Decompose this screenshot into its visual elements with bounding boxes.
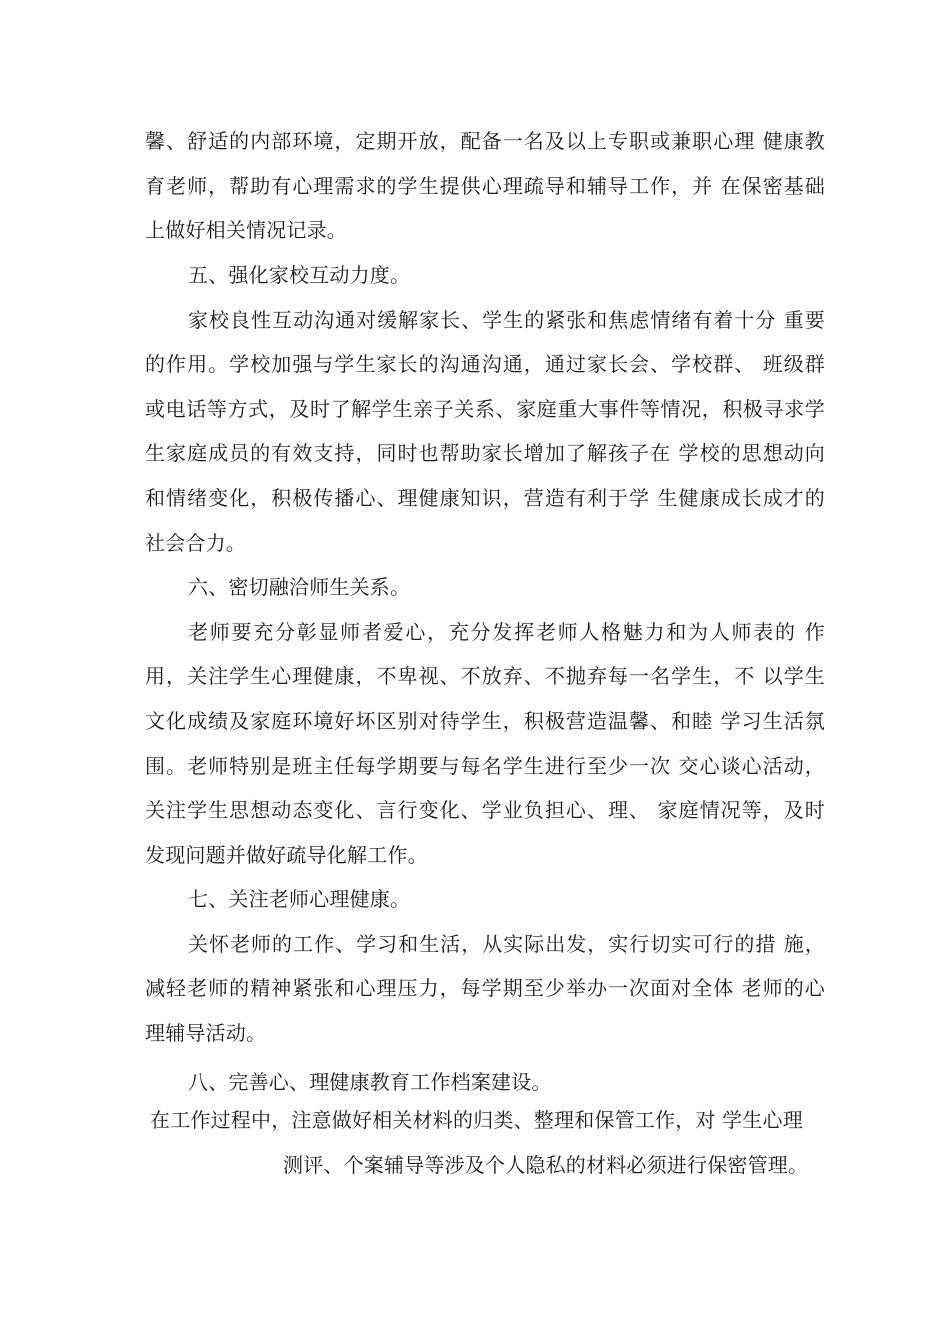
- section-heading-8: 八、完善心、理健康教育工作档案建设。: [188, 1070, 552, 1094]
- section-heading-7: 七、关注老师心理健康。: [188, 887, 411, 911]
- paragraph-line: 上做好相关情况记录。: [145, 218, 347, 242]
- paragraph-line: 生家庭成员的有效支持，同时也帮助家长增加了解孩子在 学校的思想动向: [145, 441, 825, 465]
- paragraph-line: 或电话等方式，及时了解学生亲子关系、家庭重大事件等情况，积极寻求学: [145, 397, 825, 421]
- paragraph-line: 家校良性互动沟通对缓解家长、学生的紧张和焦虑情绪有着十分 重要: [188, 308, 825, 332]
- paragraph-line: 育老师，帮助有心理需求的学生提供心理疏导和辅导工作，并 在保密基础: [145, 174, 825, 198]
- paragraph-line: 用，关注学生心理健康，不卑视、不放弃、不抛弃每一名学生，不 以学生: [145, 664, 825, 688]
- section-heading-6: 六、密切融洽师生关系。: [188, 575, 411, 599]
- paragraph-line: 文化成绩及家庭环境好坏区别对待学生，积极营造温馨、和睦 学习生活氛: [145, 709, 825, 733]
- paragraph-line: 和情绪变化，积极传播心、理健康知识，营造有利于学 生健康成长成才的: [145, 486, 825, 510]
- paragraph-line: 的作用。学校加强与学生家长的沟通沟通，通过家长会、学校群、 班级群: [145, 352, 825, 376]
- paragraph-line: 馨、舒适的内部环境，定期开放，配备一名及以上专职或兼职心理 健康教: [145, 129, 825, 153]
- paragraph-line: 理辅导活动。: [145, 1021, 267, 1045]
- paragraph-line: 关怀老师的工作、学习和生活，从实际出发，实行切实可行的措 施，: [188, 932, 825, 956]
- paragraph-line: 关注学生思想动态变化、言行变化、学业负担心、理、 家庭情况等，及时: [145, 798, 825, 822]
- paragraph-line: 在工作过程中，注意做好相关材料的归类、整理和保管工作，对 学生心理: [150, 1108, 803, 1132]
- paragraph-line: 发现问题并做好疏导化解工作。: [145, 843, 428, 867]
- paragraph-line: 测评、个案辅导等涉及个人隐私的材料必须进行保密管理。: [283, 1153, 809, 1177]
- paragraph-line: 减轻老师的精神紧张和心理压力，每学期至少举办一次面对全体 老师的心: [145, 976, 825, 1000]
- paragraph-line: 围。老师特别是班主任每学期要与每名学生进行至少一次 交心谈心活动，: [145, 754, 825, 778]
- paragraph-line: 社会合力。: [145, 531, 246, 555]
- paragraph-line: 老师要充分彰显师者爱心，充分发挥老师人格魅力和为人师表的 作: [188, 620, 825, 644]
- section-heading-5: 五、强化家校互动力度。: [188, 263, 411, 287]
